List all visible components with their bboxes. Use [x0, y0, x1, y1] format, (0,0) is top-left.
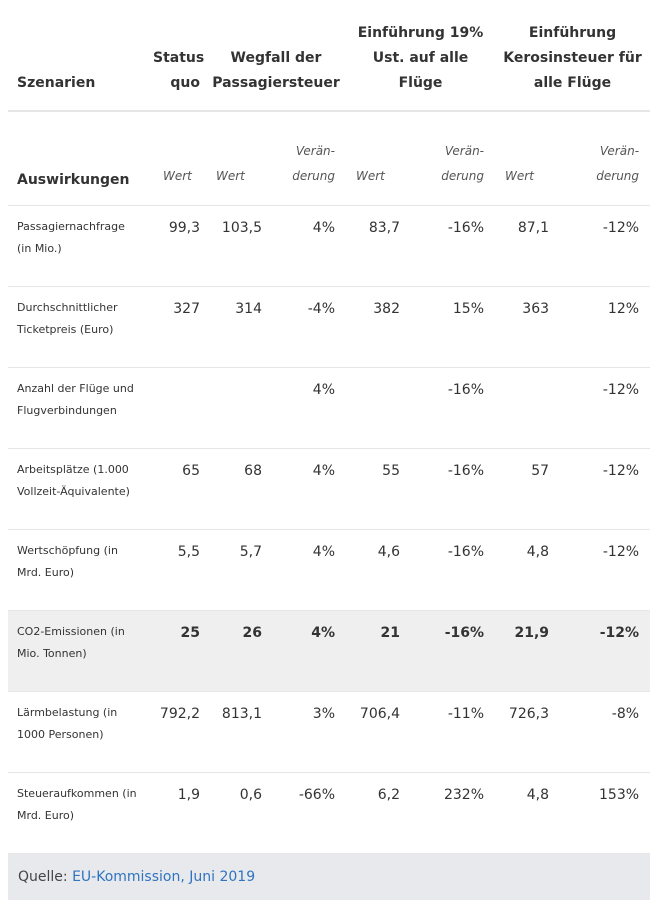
cell-value: 83,7: [346, 206, 406, 287]
header-row: [8, 0, 650, 111]
cell-value: -16%: [406, 530, 495, 611]
source-prefix: Quelle:: [18, 869, 73, 885]
table-row: [8, 530, 650, 611]
comparison-table-container: [8, 0, 650, 900]
cell-value: 4,8: [495, 773, 555, 854]
veraenderung-label: Verän- derung: [268, 111, 346, 206]
cell-value: 0,6: [206, 773, 268, 854]
wert-label: Wert: [346, 111, 406, 206]
subheader-row: [8, 111, 650, 206]
cell-value: -8%: [555, 692, 650, 773]
cell-value: 99,3: [153, 206, 206, 287]
cell-value: 4,6: [346, 530, 406, 611]
cell-value: [206, 368, 268, 449]
cell-value: 55: [346, 449, 406, 530]
cell-value: -16%: [406, 611, 495, 692]
cell-value: 4%: [268, 449, 346, 530]
table-row: [8, 773, 650, 854]
scenarios-heading: Szenarien: [8, 0, 153, 111]
cell-value: 1,9: [153, 773, 206, 854]
table-row: [8, 368, 650, 449]
cell-value: 232%: [406, 773, 495, 854]
status-quo-heading: Status quo: [153, 0, 206, 111]
cell-value: 792,2: [153, 692, 206, 773]
row-label: Anzahl der Flüge und Flugverbindungen: [8, 368, 153, 449]
cell-value: 4%: [268, 611, 346, 692]
cell-value: 382: [346, 287, 406, 368]
cell-value: 706,4: [346, 692, 406, 773]
table-row: [8, 692, 650, 773]
wert-label: Wert: [153, 111, 206, 206]
cell-value: 103,5: [206, 206, 268, 287]
cell-value: -16%: [406, 206, 495, 287]
cell-value: 26: [206, 611, 268, 692]
cell-value: [495, 368, 555, 449]
cell-value: 57: [495, 449, 555, 530]
row-label: Steueraufkommen (in Mrd. Euro): [8, 773, 153, 854]
row-label: Arbeitsplätze (1.000 Vollzeit-Äquivalente): [8, 449, 153, 530]
cell-value: 12%: [555, 287, 650, 368]
cell-value: -12%: [555, 611, 650, 692]
cell-value: 25: [153, 611, 206, 692]
cell-value: -12%: [555, 206, 650, 287]
cell-value: 363: [495, 287, 555, 368]
cell-value: -12%: [555, 530, 650, 611]
kerosin-heading: Einführung Kerosinsteuer für alle Flüge: [495, 0, 650, 111]
cell-value: -4%: [268, 287, 346, 368]
scenario-table: [8, 0, 650, 854]
cell-value: 314: [206, 287, 268, 368]
cell-value: 4,8: [495, 530, 555, 611]
cell-value: 327: [153, 287, 206, 368]
row-label: Passagiernachfrage (in Mio.): [8, 206, 153, 287]
cell-value: 15%: [406, 287, 495, 368]
veraenderung-label: Verän- derung: [555, 111, 650, 206]
cell-value: 21: [346, 611, 406, 692]
cell-value: 813,1: [206, 692, 268, 773]
source-link[interactable]: EU-Kommission, Juni 2019: [72, 869, 256, 885]
wert-label: Wert: [495, 111, 555, 206]
row-label: Wertschöpfung (in Mrd. Euro): [8, 530, 153, 611]
cell-value: [153, 368, 206, 449]
cell-value: 726,3: [495, 692, 555, 773]
cell-value: -11%: [406, 692, 495, 773]
cell-value: [346, 368, 406, 449]
cell-value: -12%: [555, 449, 650, 530]
cell-value: 4%: [268, 530, 346, 611]
veraenderung-label: Verän- derung: [406, 111, 495, 206]
cell-value: 6,2: [346, 773, 406, 854]
cell-value: -12%: [555, 368, 650, 449]
table-row: [8, 449, 650, 530]
row-label: CO2-Emissionen (in Mio. Tonnen): [8, 611, 153, 692]
cell-value: 65: [153, 449, 206, 530]
cell-value: -16%: [406, 368, 495, 449]
cell-value: 5,5: [153, 530, 206, 611]
source-footer: [8, 854, 650, 900]
wegfall-heading: Wegfall der Passagiersteuer: [206, 0, 346, 111]
cell-value: 87,1: [495, 206, 555, 287]
cell-value: 153%: [555, 773, 650, 854]
row-label: Lärmbelastung (in 1000 Personen): [8, 692, 153, 773]
effects-heading: Auswirkungen: [8, 111, 153, 206]
cell-value: 3%: [268, 692, 346, 773]
table-row: [8, 287, 650, 368]
table-row: [8, 206, 650, 287]
row-label: Durchschnittlicher Ticketpreis (Euro): [8, 287, 153, 368]
cell-value: 4%: [268, 206, 346, 287]
cell-value: -16%: [406, 449, 495, 530]
cell-value: 4%: [268, 368, 346, 449]
ust-heading: Einführung 19% Ust. auf alle Flüge: [346, 0, 495, 111]
cell-value: 21,9: [495, 611, 555, 692]
cell-value: 68: [206, 449, 268, 530]
table-row-highlighted: [8, 611, 650, 692]
cell-value: 5,7: [206, 530, 268, 611]
cell-value: -66%: [268, 773, 346, 854]
wert-label: Wert: [206, 111, 268, 206]
